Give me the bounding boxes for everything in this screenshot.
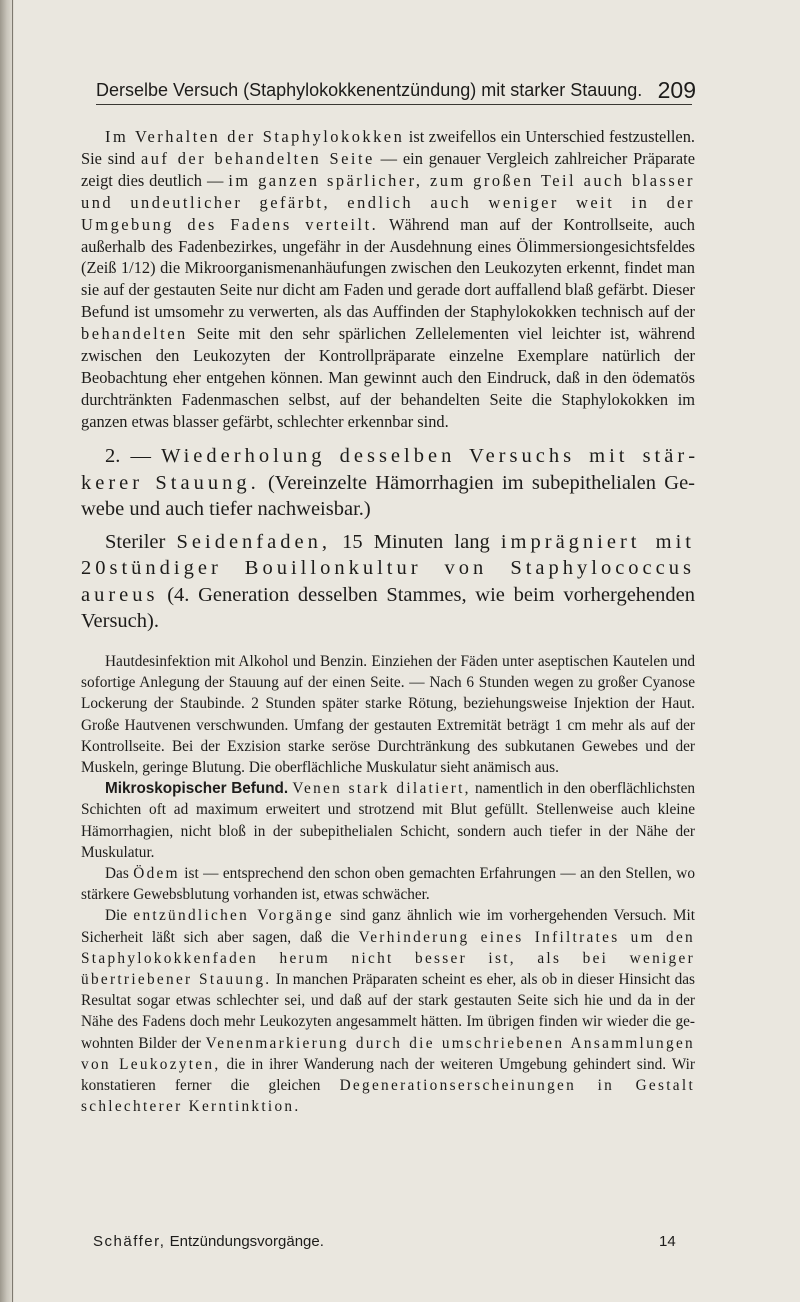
author-name: Schäffer, (93, 1233, 166, 1250)
text-run: ist — entsprechend den schon oben gemachten Erfahrungen — an den Stellen, wo stärkere Gewebsblutung vorhanden ist, etwas schwächer. (81, 865, 695, 904)
text-run: Steriler (105, 530, 177, 553)
page-footer (93, 1233, 695, 1255)
text-run: (4. Generation desselben Stammes, wie beim vorhergehenden Versuch). (81, 583, 695, 632)
spaced-emphasis: Im Verhalten der Staphylokokken (105, 127, 405, 146)
spaced-emphasis: Seidenfaden, (176, 530, 331, 553)
book-title: Entzündungsvorgänge. (165, 1233, 324, 1250)
text-run: namentlich in den oberflächlichsten Schichten oft ad maximum erweitert und strotzend mit Blut gefüllt. Stellenweise auch kleine Hämorrhagien, nicht bloß in der subepithelialen Schicht, sondern auch tiefer in der Nähe der Muskulatur. (81, 780, 696, 861)
spaced-emphasis: Degenerationserscheinungen in Gestalt schlechterer Kerntinktion. (81, 1077, 695, 1116)
footer-book-reference (93, 1233, 324, 1250)
spaced-emphasis: auf der behandelten Seite (140, 148, 375, 168)
spaced-emphasis: Venenmarkierung durch die umschriebenen Ansammlungen von Leukozyten, (81, 1034, 695, 1073)
text-run: — ein genauer Vergleich zahlreicher Präparate zeigt dies deutlich — (81, 148, 696, 190)
text-run: ist zweifellos ein Unterschied festzustellen. Sie sind (81, 127, 695, 168)
spaced-emphasis: im ganzen spärlicher, zum großen Teil auch blasser und undeutlicher gefärbt, endlich auch weniger weit in der Umgebung des Fadens verteilt. (81, 170, 695, 234)
spaced-emphasis: Venen stark dilatiert, (292, 780, 471, 798)
spaced-emphasis: behandelten (81, 324, 188, 344)
paragraph-oedema (81, 863, 695, 905)
spaced-emphasis: entzündlichen Vorgänge (133, 907, 334, 925)
opening-paragraph-block (81, 126, 695, 433)
running-header (96, 77, 696, 106)
section-2-heading (81, 443, 695, 635)
spaced-emphasis: Ödem (133, 865, 180, 883)
gutter-line (12, 0, 13, 1302)
text-run: Das (105, 865, 134, 883)
section-subtitle (81, 529, 695, 635)
running-title: Derselbe Versuch (Staphylokokkenentzündung) mit starker Stauung. (96, 80, 643, 100)
paragraph-staphylococci-behaviour (81, 126, 695, 433)
section-title-rest: (Vereinzelte Hämorrhagien im subepithelialen Gewebe und auch tiefer nachweisbar.) (81, 471, 695, 520)
spaced-emphasis: imprägniert mit 20stündiger Bouillonkultur von Staphylococcus aureus (81, 530, 695, 606)
fraction: 1/12 (120, 258, 151, 278)
text-run: sind ganz ähnlich wie im vorhergehenden Versuch. Mit Sicherheit läßt sich aber sagen, daß die (81, 907, 695, 946)
text-run: In manchen Präparaten scheint es eher, als ob in dieser Hinsicht das Resultat sogar etwas schlechter sei, und daß auf der stark gestauten Seite sich hie und da in der Nähe des Fadens doch mehr Leukozyten angesammelt hätten. Im übrigen finden wir wieder die gewohnten Bilder der (81, 971, 695, 1052)
experiment-detail-block (81, 651, 695, 1117)
page-number: 209 (657, 77, 696, 103)
text-run: die in ihrer Wanderung nach der weiteren Umgebung gehindert sind. Wir konstatieren ferner die gleichen (81, 1055, 695, 1095)
paragraph-procedure: Hautdesinfektion mit Alkohol und Benzin. Einziehen der Fäden unter aseptischen Kautelen und sofortige Anlegung der Stauung auf der einen Seite. — Nach 6 Stunden wegen zu großer Cyanose Lockerung der Staubinde. 2 Stunden später starke Rötung, beziehungsweise Injektion der Haut. Große Hautvenen verschwunden. Umfang der gestauten Extremität beträgt 1 cm mehr als auf der Kontrollseite. Bei der Exzision starke seröse Durchtränkung des subkutanen Gewebes und der Muskeln, geringe Blutung. Die oberflächliche Muskulatur sieht anämisch aus. (81, 653, 695, 777)
section-title-spaced: Wiederholung desselben Versuchs mit stärkerer Stauung. (81, 445, 696, 494)
section-title (81, 443, 695, 523)
findings-label: Mikroskopischer Befund. (105, 780, 289, 798)
header-rule (96, 104, 692, 105)
text-run: 15 Minuten lang (330, 530, 501, 553)
spaced-emphasis: Verhinderung eines Infiltrates um den Staphylokokkenfaden herum nicht besser ist, als bei weniger übertriebener Stauung. (81, 928, 695, 989)
paragraph-microscopic-findings (81, 778, 695, 863)
text-run: Während man auf der Kontrollseite, auch außerhalb des Fadenbezirkes, ungefähr in der Ausdehnung eines Ölimmersiongesichtsfeldes (Zeiß (81, 214, 695, 278)
paragraph-inflammation (81, 905, 695, 1117)
text-run: Seite mit den sehr spärlichen Zellelementen viel leichter ist, während zwischen den Leukozyten der Kontrollpräparate einzelne Exemplare natürlich der Beobachtung eher entgehen können. Man gewinnt auch den Eindruck, daß in den ödematös durchtränkten Fadenmaschen selbst, auf der behandelten Seite die Staphylokokken im ganzen etwas blasser gefärbt, schlechter erkennbar sind. (81, 324, 695, 431)
text-run: ) die Mikroorganismenanhäufungen zwischen den Leukozyten erkennt, findet man sie auf der gestauten Seite nur dicht am Faden und gerade dort auffallend blaß gefärbt. Dieser Befund ist umsomehr zu verwerten, als das Auffinden der Staphylokokken technisch auf der (81, 258, 696, 322)
section-number: 2. — (105, 445, 162, 467)
text-run: Die (105, 907, 134, 925)
signature-mark: 14 (659, 1233, 676, 1250)
